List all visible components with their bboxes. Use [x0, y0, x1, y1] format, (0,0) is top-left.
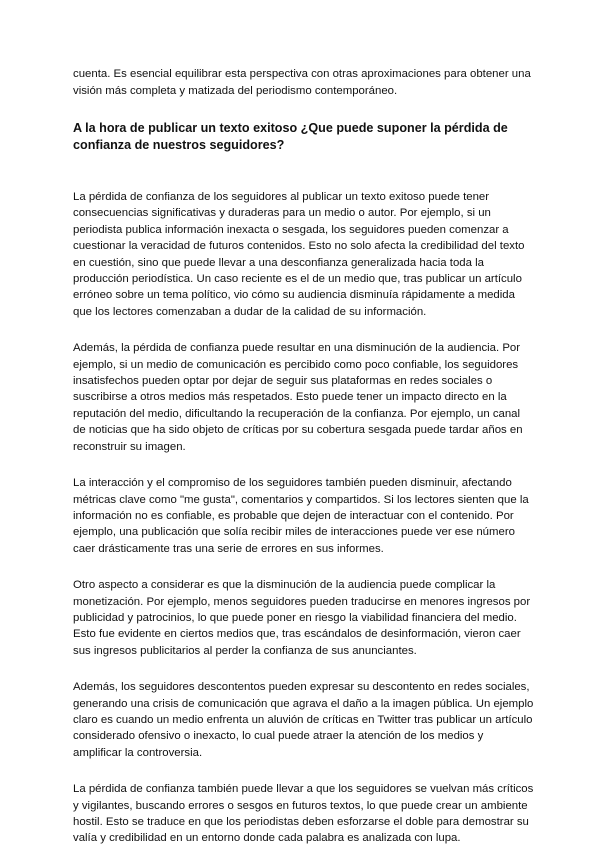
- section-heading: A la hora de publicar un texto exitoso ¿Que puede suponer la pérdida de confianza de nuestros seguidores?: [73, 121, 508, 152]
- body-paragraphs: [73, 189, 535, 847]
- paragraph-monetization: Otro aspecto a considerar es que la disminución de la audiencia puede complicar la monetización. Por ejemplo, menos seguidores pueden traducirse en menores ingresos por publicidad y patrocinios, lo que puede poner en riesgo la viabilidad financiera del medio. Esto fue evidente en ciertos medios que, tras escándalos de desinformación, vieron caer sus ingresos publicitarios al perder la confianza de sus anunciantes.: [73, 579, 531, 657]
- paragraph-engagement-drop: La interacción y el compromiso de los seguidores también pueden disminuir, afectando métricas clave como "me gusta", comentarios y compartidos. Si los lectores sienten que la información no es confiable, es probable que dejen de interactuar con el contenido. Por ejemplo, una publicación que solía recibir miles de interacciones puede ver ese número caer drásticamente tras una serie de errores en sus informes.: [73, 477, 529, 555]
- paragraph-trust-loss-consequences: La pérdida de confianza de los seguidores al publicar un texto exitoso puede tener consecuencias significativas y duraderas para un medio o autor. Por ejemplo, si un periodista publica información inexacta o sesgada, los seguidores pueden comenzar a cuestionar la veracidad de futuros contenidos. Esto no solo afecta la credibilidad del texto en cuestión, sino que puede llevar a una desconfianza generalizada hacia toda la producción periodística. Un caso reciente es el de un medio que, tras publicar un artículo erróneo sobre un tema político, vio cómo su audiencia disminuía rápidamente a medida que los lectores comenzaban a dudar de la calidad de su información.: [73, 191, 525, 318]
- paragraph-audience-decline: Además, la pérdida de confianza puede resultar en una disminución de la audiencia. Por ejemplo, si un medio de comunicación es percibido como poco confiable, los seguidores insatisfechos pueden optar por dejar de seguir sus plataformas en redes sociales o suscribirse a otros medios más respetados. Esto puede tener un impacto directo en la reputación del medio, dificultando la recuperación de la confianza. Por ejemplo, un canal de noticias que ha sido objeto de críticas por su cobertura sesgada puede tardar años en reconstruir su imagen.: [73, 342, 523, 453]
- paragraph-social-media-crisis: Además, los seguidores descontentos pueden expresar su descontento en redes sociales, generando una crisis de comunicación que agrava el daño a la imagen pública. Un ejemplo claro es cuando un medio enfrenta un aluvión de críticas en Twitter tras publicar un artículo considerado ofensivo o inexacto, lo cual puede atraer la atención de los medios y amplificar la controversia.: [73, 681, 534, 759]
- paragraph-critical-followers: La pérdida de confianza también puede llevar a que los seguidores se vuelvan más críticos y vigilantes, buscando errores o sesgos en futuros textos, lo que puede crear un ambiente hostil. Esto se traduce en que los periodistas deben esforzarse el doble para demostrar su valía y credibilidad en un entorno donde cada palabra es analizada con lupa.: [73, 783, 534, 845]
- document-page: [73, 66, 535, 867]
- intro-continuation-paragraph: cuenta. Es esencial equilibrar esta perspectiva con otras aproximaciones para obtener una visión más completa y matizada del periodismo contemporáneo.: [73, 68, 531, 97]
